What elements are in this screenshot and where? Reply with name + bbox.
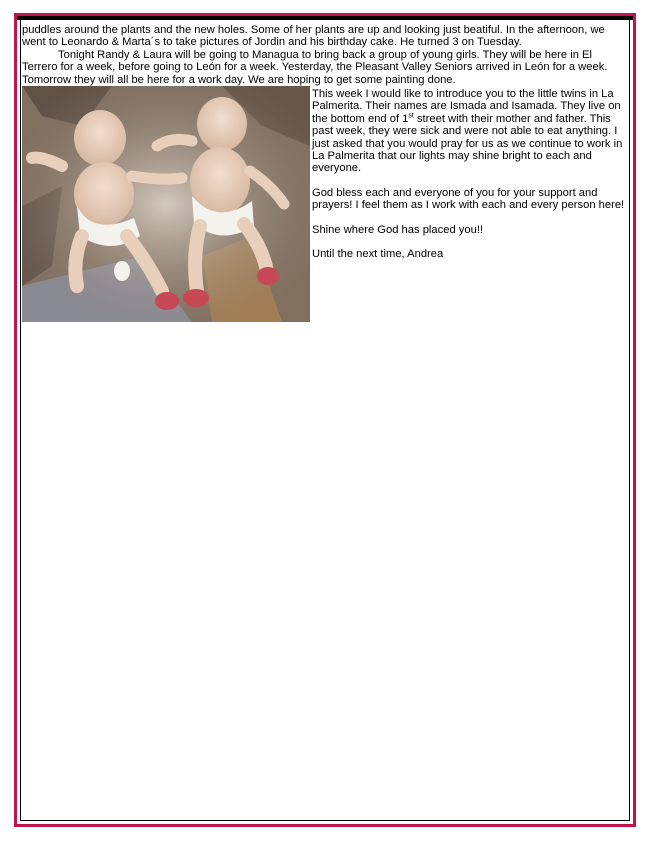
twins-introduction — [312, 88, 625, 175]
twins-photo — [22, 86, 310, 322]
twins-intro-part2: street with their mother and father. This past week, they were sick and were not able to eat anything. I just asked that you would pray for us as we continue to work in La Palmerita that our lights may shine bright to each and everyone. — [312, 112, 623, 175]
newsletter-content — [22, 24, 624, 326]
blessing-paragraph: God bless each and everyone of you for your support and prayers! I feel them as I work with each and every person here! — [312, 186, 625, 212]
twins-section — [22, 86, 624, 326]
ordinal-suffix: st — [408, 112, 414, 120]
twins-photo-image — [22, 86, 310, 322]
twins-intro-part1: This week I would like to introduce you to the little twins in La Palmerita. Their names are Ismada and Isamada. They live on the bottom end of 1 — [312, 88, 621, 125]
shine-paragraph: Shine where God has placed you!! — [312, 223, 484, 236]
paragraph-groups: Tonight Randy & Laura will be going to Managua to bring back a group of young girls. They will be here in El Terrero for a week, before going to León for a week. Yesterday, the Pleasant Valley Seniors arrived in León for a week. Tomorrow they will all be here for a work day. We are hoping to get some painting done. — [22, 48, 608, 86]
signoff: Until the next time, Andrea — [312, 248, 444, 261]
paragraph-plants: puddles around the plants and the new holes. Some of her plants are up and looking just beatiful. In the afternoon, we went to Leonardo & Marta´s to take pictures of Jordin and his birthday cake. He turned 3 on Tuesday. — [22, 24, 605, 49]
twins-text — [312, 88, 625, 272]
